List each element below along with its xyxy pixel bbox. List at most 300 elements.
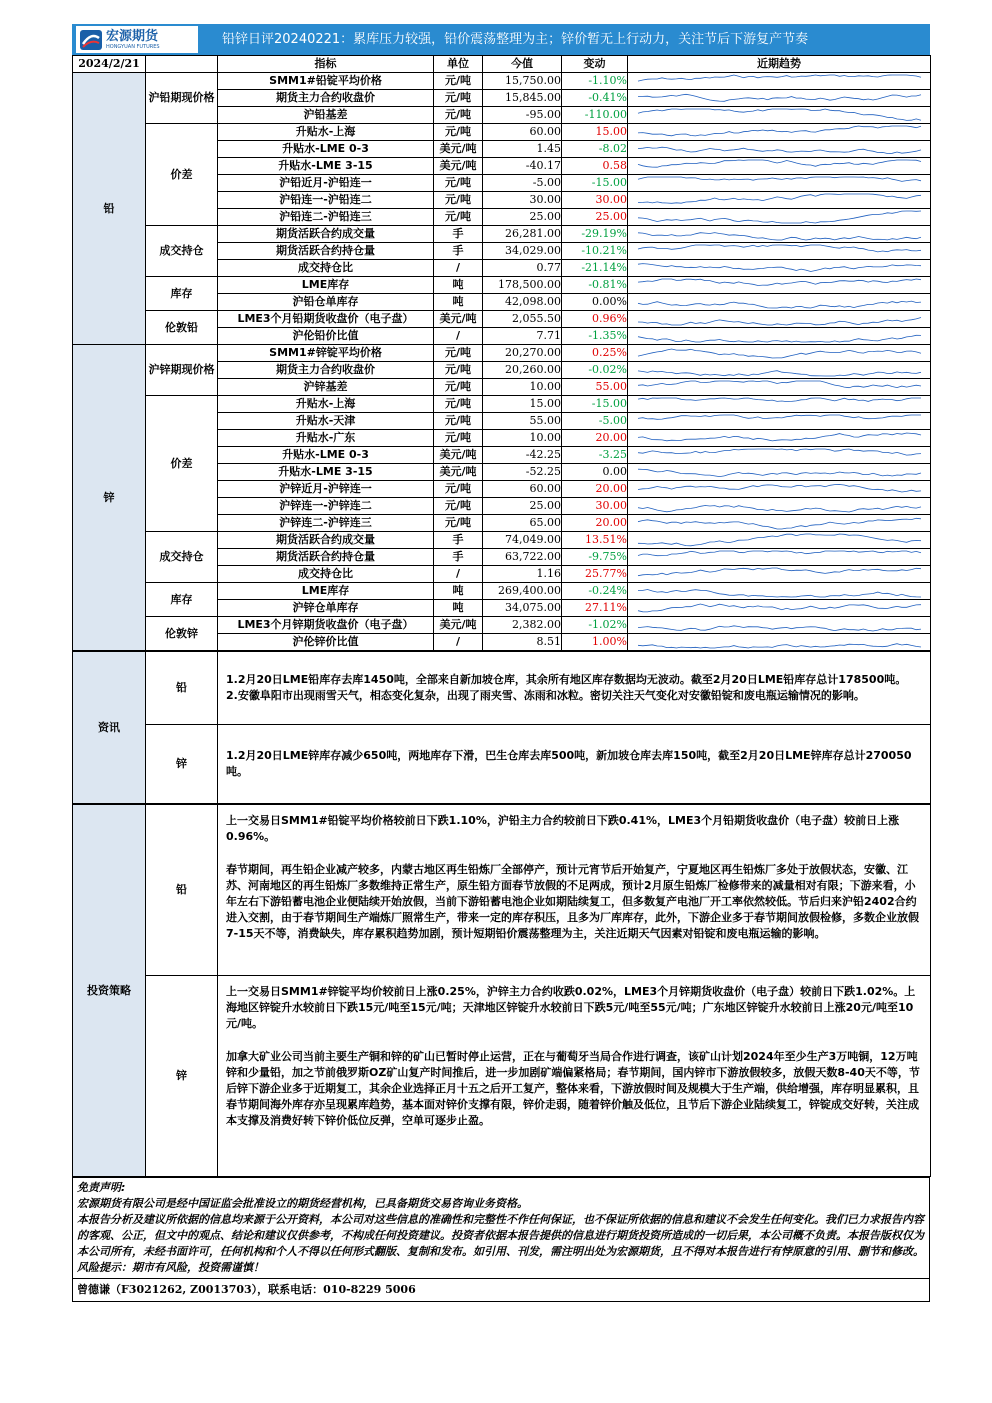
- sparkline-line: [638, 626, 921, 631]
- indicator-cell: 沪伦锌价比值: [218, 634, 434, 651]
- sparkline-line: [638, 147, 921, 153]
- value-cell: -95.00: [483, 107, 562, 124]
- sparkline-chart: [628, 481, 931, 497]
- table-row: [73, 73, 931, 90]
- disclaimer-line: 风险提示：期市有风险，投资需谨慎！: [77, 1261, 264, 1274]
- unit-cell: 美元/吨: [434, 311, 483, 328]
- change-cell: 0.58: [562, 158, 628, 175]
- table-row: [73, 311, 931, 328]
- unit-cell: 元/吨: [434, 175, 483, 192]
- table-row: [73, 396, 931, 413]
- value-cell: -5.00: [483, 175, 562, 192]
- sparkline-line: [638, 469, 921, 476]
- disclaimer-table: [72, 1177, 930, 1302]
- unit-cell: 元/吨: [434, 515, 483, 532]
- category-cell: 铅: [73, 73, 146, 345]
- trend-cell: [628, 396, 931, 413]
- value-cell: 1.45: [483, 141, 562, 158]
- change-cell: 20.00: [562, 430, 628, 447]
- value-cell: 178,500.00: [483, 277, 562, 294]
- sparkline-chart: [628, 345, 931, 361]
- table-row: [73, 617, 931, 634]
- disclaimer-line: 本报告分析及建议所依据的信息均来源于公开资料，本公司对这些信息的准确性和完整性不作任何保证，也不保证所依据的信息和建议不会发生任何变化。我们已力求报告内容的客观、公正，但文中的观点、结论和建议仅供参考，不构成任何投资建议。投资者依据本报告提供的信息进行期货投资所造成的一切后果，本公司概不负责。本报告版权仅为本公司所有，未经书面许可，任何机构和个人不得以任何形式翻版、复制和发布。如引用、刊发，需注明出处为宏源期货，且不得对本报告进行有悖原意的引用、删节和修改。: [77, 1213, 924, 1258]
- trend-cell: [628, 464, 931, 481]
- indicator-cell: LME库存: [218, 583, 434, 600]
- indicator-cell: 升贴水-LME 0-3: [218, 141, 434, 158]
- sparkline-chart: [628, 226, 931, 242]
- unit-cell: 吨: [434, 277, 483, 294]
- value-cell: 2,055.50: [483, 311, 562, 328]
- value-cell: 15,750.00: [483, 73, 562, 90]
- trend-header: 近期趋势: [628, 56, 931, 73]
- sparkline-chart: [628, 260, 931, 276]
- value-cell: 20,260.00: [483, 362, 562, 379]
- sparkline-chart: [628, 90, 931, 106]
- value-cell: 15.00: [483, 396, 562, 413]
- data-table: [72, 55, 931, 651]
- sparkline-chart: [628, 73, 931, 89]
- unit-cell: /: [434, 260, 483, 277]
- trend-cell: [628, 158, 931, 175]
- value-cell: 7.71: [483, 328, 562, 345]
- trend-cell: [628, 634, 931, 651]
- value-cell: 26,281.00: [483, 226, 562, 243]
- unit-cell: 元/吨: [434, 73, 483, 90]
- indicator-cell: LME3个月铅期货收盘价（电子盘）: [218, 311, 434, 328]
- analyst-contact: 曾德谦（F3021262, Z0013703），联系电话：010-8229 5006: [73, 1279, 930, 1302]
- sparkline-chart: [628, 362, 931, 378]
- strategy-zinc-para: 上一交易日SMM1#锌锭平均价较前日上涨0.25%，沪锌主力合约收跌0.02%，LME3个月锌期货收盘价（电子盘）较前日下跌1.02%。上海地区锌锭升水较前日下跌15元/吨至15元/吨；天津地区锌锭升水较前日下跌5元/吨至55元/吨；广东地区锌锭升水较前日上涨20元/吨至10元/吨。: [226, 985, 916, 1030]
- indicator-cell: 沪铅近月-沪铅连一: [218, 175, 434, 192]
- sparkline-line: [638, 449, 921, 455]
- value-cell: 8.51: [483, 634, 562, 651]
- trend-cell: [628, 192, 931, 209]
- group-cell: 价差: [146, 396, 218, 532]
- sparkline-chart: [628, 141, 931, 157]
- value-cell: 0.77: [483, 260, 562, 277]
- unit-cell: 元/吨: [434, 413, 483, 430]
- change-cell: -29.19%: [562, 226, 628, 243]
- disclaimer-title: 免责声明:: [77, 1181, 126, 1194]
- indicator-cell: 期货主力合约收盘价: [218, 362, 434, 379]
- news-zinc-line: 1.2月20日LME锌库存减少650吨，两地库存下滑，巴生仓库去库500吨，新加坡仓库去库150吨，截至2月20日LME锌库存总计270050吨。: [226, 749, 912, 778]
- indicator-cell: LME3个月锌期货收盘价（电子盘）: [218, 617, 434, 634]
- group-cell: 伦敦铅: [146, 311, 218, 345]
- news-lead-text: [218, 652, 931, 725]
- sparkline-chart: [628, 294, 931, 310]
- trend-cell: [628, 498, 931, 515]
- indicator-cell: 期货活跃合约持仓量: [218, 243, 434, 260]
- table-row: [73, 583, 931, 600]
- group-cell: 成交持仓: [146, 226, 218, 277]
- value-cell: 55.00: [483, 413, 562, 430]
- unit-cell: 吨: [434, 294, 483, 311]
- unit-cell: 元/吨: [434, 430, 483, 447]
- sparkline-chart: [628, 209, 931, 225]
- sparkline-line: [638, 233, 921, 240]
- change-cell: 25.00: [562, 209, 628, 226]
- sparkline-chart: [628, 532, 931, 548]
- sparkline-line: [638, 335, 921, 342]
- unit-cell: 元/吨: [434, 90, 483, 107]
- change-cell: -5.00: [562, 413, 628, 430]
- news-zinc-label: 锌: [146, 725, 218, 804]
- indicator-cell: 沪铅连二-沪铅连三: [218, 209, 434, 226]
- sparkline-chart: [628, 124, 931, 140]
- strategy-lead-para: 上一交易日SMM1#铅锭平均价格较前日下跌1.10%，沪铅主力合约较前日下跌0.41%，LME3个月铅期货收盘价（电子盘）较前日上涨0.96%。: [226, 814, 900, 843]
- unit-cell: /: [434, 634, 483, 651]
- sparkline-line: [638, 318, 921, 326]
- value-cell: -42.25: [483, 447, 562, 464]
- unit-cell: 美元/吨: [434, 617, 483, 634]
- sparkline-line: [638, 398, 921, 402]
- strategy-lead-text: [218, 805, 931, 976]
- change-cell: 55.00: [562, 379, 628, 396]
- unit-cell: 元/吨: [434, 379, 483, 396]
- trend-cell: [628, 209, 931, 226]
- unit-cell: 元/吨: [434, 209, 483, 226]
- trend-cell: [628, 481, 931, 498]
- indicator-cell: 沪铅基差: [218, 107, 434, 124]
- indicator-header: 指标: [218, 56, 434, 73]
- unit-cell: 吨: [434, 600, 483, 617]
- change-cell: 0.25%: [562, 345, 628, 362]
- sparkline-chart: [628, 566, 931, 582]
- change-cell: -8.02: [562, 141, 628, 158]
- unit-header: 单位: [434, 56, 483, 73]
- change-cell: -0.24%: [562, 583, 628, 600]
- table-row: [73, 226, 931, 243]
- change-cell: 1.00%: [562, 634, 628, 651]
- sparkline-chart: [628, 192, 931, 208]
- group-cell: 沪锌期现价格: [146, 345, 218, 396]
- sparkline-line: [638, 485, 921, 493]
- sparkline-line: [638, 109, 921, 120]
- strategy-zinc-para: 加拿大矿业公司当前主要生产铜和锌的矿山已暂时停止运营，正在与葡萄牙当局合作进行调查，该矿山计划2024年至少生产3万吨铜，12万吨锌和少量铅，加之节前俄罗斯OZ矿山复产时间推后，进一步加剧矿端偏紧格局；春节期间，国内锌市下游放假较多，放假天数8-40天不等，节后锌下游企业多于近期复工，其余企业选择正月十五之后开工复产，整体来看，下游放假时间及规模大于生产端，供给增强，库存明显累积，且春节期间海外库存亦呈现累库趋势，基本面对锌价支撑有限，锌价走弱，随着锌价触及低位，且节后下游企业陆续复工，锌锭成交好转，关注成本支撑及消费好转下锌价低位反弹，空单可逐步止盈。: [226, 1050, 920, 1127]
- change-cell: -15.00: [562, 396, 628, 413]
- unit-cell: 手: [434, 243, 483, 260]
- unit-cell: 手: [434, 226, 483, 243]
- unit-cell: 美元/吨: [434, 158, 483, 175]
- unit-cell: 美元/吨: [434, 447, 483, 464]
- sparkline-chart: [628, 413, 931, 429]
- trend-cell: [628, 311, 931, 328]
- sparkline-line: [638, 264, 921, 272]
- indicator-cell: 期货主力合约收盘价: [218, 90, 434, 107]
- trend-cell: [628, 617, 931, 634]
- table-row: [73, 345, 931, 362]
- change-cell: 0.00%: [562, 294, 628, 311]
- trend-cell: [628, 413, 931, 430]
- unit-cell: 元/吨: [434, 362, 483, 379]
- company-logo: [76, 26, 198, 53]
- unit-cell: 美元/吨: [434, 464, 483, 481]
- value-cell: 34,075.00: [483, 600, 562, 617]
- sparkline-line: [638, 211, 921, 223]
- unit-cell: 吨: [434, 583, 483, 600]
- logo-emblem-icon: [80, 30, 102, 50]
- unit-cell: 元/吨: [434, 396, 483, 413]
- change-cell: -0.41%: [562, 90, 628, 107]
- unit-cell: 元/吨: [434, 107, 483, 124]
- indicator-cell: 沪锌近月-沪锌连一: [218, 481, 434, 498]
- trend-cell: [628, 141, 931, 158]
- sparkline-chart: [628, 396, 931, 412]
- sparkline-line: [638, 177, 921, 181]
- value-cell: 42,098.00: [483, 294, 562, 311]
- value-cell: -40.17: [483, 158, 562, 175]
- change-cell: 20.00: [562, 515, 628, 532]
- news-lead-label: 铅: [146, 652, 218, 725]
- indicator-cell: 升贴水-LME 3-15: [218, 464, 434, 481]
- sparkline-chart: [628, 175, 931, 191]
- change-cell: -15.00: [562, 175, 628, 192]
- sparkline-line: [638, 279, 921, 286]
- group-cell: 伦敦锌: [146, 617, 218, 651]
- indicator-cell: 期货活跃合约成交量: [218, 226, 434, 243]
- sparkline-chart: [628, 277, 931, 293]
- indicator-cell: 沪锌仓单库存: [218, 600, 434, 617]
- indicator-cell: 升贴水-天津: [218, 413, 434, 430]
- value-cell: -52.25: [483, 464, 562, 481]
- sparkline-chart: [628, 379, 931, 395]
- value-cell: 25.00: [483, 209, 562, 226]
- sparkline-line: [638, 518, 921, 529]
- change-cell: -110.00: [562, 107, 628, 124]
- unit-cell: 元/吨: [434, 124, 483, 141]
- sparkline-chart: [628, 447, 931, 463]
- news-lead-line: 2.安徽阜阳市出现雨雪天气，相态变化复杂，出现了雨夹雪、冻雨和冰粒。密切关注天气变化对安徽铅锭和废电瓶运输情况的影响。: [226, 689, 865, 702]
- unit-cell: /: [434, 566, 483, 583]
- indicator-cell: 沪锌连一-沪锌连二: [218, 498, 434, 515]
- table-row: [73, 532, 931, 549]
- sparkline-line: [638, 371, 921, 376]
- sparkline-line: [638, 433, 921, 441]
- sparkline-line: [638, 245, 921, 252]
- sparkline-chart: [628, 430, 931, 446]
- logo-cn-text: 宏源期货: [106, 28, 159, 44]
- sparkline-chart: [628, 243, 931, 259]
- sparkline-line: [638, 160, 921, 167]
- column-header-row: [73, 56, 931, 73]
- unit-cell: /: [434, 328, 483, 345]
- news-zinc-text: [218, 725, 931, 804]
- value-cell: 60.00: [483, 124, 562, 141]
- strategy-lead-para: 春节期间，再生铅企业减产较多，内蒙古地区再生铅炼厂全部停产，预计元宵节后开始复产，宁夏地区再生铅炼厂多处于放假状态，安徽、江苏、河南地区的再生铅炼厂多数维持正常生产，原生铅方面春节放假的不足两成，预计2月原生铅炼厂检修带来的减量相对有限；下游来看，小年左右下游铅蓄电池企业便陆续开始放假，当前下游铅蓄电池企业如期陆续复工，但多数复产电池厂开工率依然较低。节后归来沪铅2402合约进入交割，由于春节期间生产端炼厂照常生产，带来一定的库存积压，且多为厂库库存，此外，下游企业多于春节期间放假检修，多数企业放假7-15天不等，消费缺失，库存累积趋势加剧，预计短期铅价震荡整理为主，关注近期天气因素对铅锭和废电瓶运输的影响。: [226, 863, 919, 940]
- sparkline-line: [638, 590, 921, 598]
- change-cell: -0.02%: [562, 362, 628, 379]
- table-row: [73, 277, 931, 294]
- trend-cell: [628, 515, 931, 532]
- indicator-cell: 期货活跃合约成交量: [218, 532, 434, 549]
- sparkline-line: [638, 75, 921, 81]
- trend-cell: [628, 226, 931, 243]
- trend-cell: [628, 243, 931, 260]
- trend-cell: [628, 600, 931, 617]
- indicator-cell: 成交持仓比: [218, 260, 434, 277]
- logo-en-text: HONGYUAN FUTURES: [106, 43, 160, 50]
- indicator-cell: 升贴水-广东: [218, 430, 434, 447]
- change-cell: -0.81%: [562, 277, 628, 294]
- unit-cell: 元/吨: [434, 498, 483, 515]
- trend-cell: [628, 90, 931, 107]
- change-cell: 15.00: [562, 124, 628, 141]
- unit-cell: 手: [434, 532, 483, 549]
- indicator-cell: 升贴水-上海: [218, 124, 434, 141]
- trend-cell: [628, 379, 931, 396]
- sparkline-line: [638, 301, 921, 308]
- indicator-cell: 成交持仓比: [218, 566, 434, 583]
- indicator-cell: 沪锌基差: [218, 379, 434, 396]
- group-cell: 沪铅期现价格: [146, 73, 218, 124]
- group-cell: 库存: [146, 277, 218, 311]
- disclaimer-block: [73, 1178, 930, 1279]
- strategy-zinc-label: 锌: [146, 976, 218, 1177]
- sparkline-line: [638, 644, 921, 648]
- sparkline-line: [638, 415, 921, 419]
- change-cell: 25.77%: [562, 566, 628, 583]
- indicator-cell: SMM1#锌锭平均价格: [218, 345, 434, 362]
- change-cell: 27.11%: [562, 600, 628, 617]
- change-cell: -1.10%: [562, 73, 628, 90]
- trend-cell: [628, 328, 931, 345]
- date-header: 2024/2/21: [73, 56, 146, 73]
- trend-cell: [628, 260, 931, 277]
- trend-cell: [628, 362, 931, 379]
- report-title: 铅锌日评20240221：累库压力较强，铅价震荡整理为主；锌价暂无上行动力，关注节后下游复产节奏: [222, 32, 809, 47]
- indicator-cell: LME库存: [218, 277, 434, 294]
- value-cell: 269,400.00: [483, 583, 562, 600]
- sparkline-line: [638, 381, 921, 388]
- sparkline-line: [638, 194, 921, 203]
- indicator-cell: 升贴水-LME 0-3: [218, 447, 434, 464]
- group-cell: 库存: [146, 583, 218, 617]
- value-cell: 74,049.00: [483, 532, 562, 549]
- value-cell: 10.00: [483, 430, 562, 447]
- blank-header: [146, 56, 218, 73]
- trend-cell: [628, 175, 931, 192]
- trend-cell: [628, 447, 931, 464]
- indicator-cell: 沪铅仓单库存: [218, 294, 434, 311]
- strategy-category: 投资策略: [73, 805, 146, 1177]
- indicator-cell: 沪锌连二-沪锌连三: [218, 515, 434, 532]
- change-cell: 30.00: [562, 498, 628, 515]
- indicator-cell: 升贴水-上海: [218, 396, 434, 413]
- unit-cell: 美元/吨: [434, 141, 483, 158]
- trend-cell: [628, 566, 931, 583]
- group-cell: 成交持仓: [146, 532, 218, 583]
- category-cell: 锌: [73, 345, 146, 651]
- trend-cell: [628, 549, 931, 566]
- change-cell: 20.00: [562, 481, 628, 498]
- table-row: [73, 124, 931, 141]
- trend-cell: [628, 124, 931, 141]
- indicator-cell: 沪铅连一-沪铅连二: [218, 192, 434, 209]
- value-cell: 1.16: [483, 566, 562, 583]
- trend-cell: [628, 107, 931, 124]
- change-cell: 30.00: [562, 192, 628, 209]
- unit-cell: 元/吨: [434, 345, 483, 362]
- indicator-cell: 沪伦铅价比值: [218, 328, 434, 345]
- sparkline-line: [638, 126, 921, 136]
- unit-cell: 元/吨: [434, 192, 483, 209]
- report-header: [72, 24, 930, 55]
- unit-cell: 元/吨: [434, 481, 483, 498]
- sparkline-line: [638, 551, 921, 556]
- indicator-cell: 升贴水-LME 3-15: [218, 158, 434, 175]
- change-cell: 0.96%: [562, 311, 628, 328]
- sparkline-line: [638, 604, 921, 612]
- sparkline-chart: [628, 549, 931, 565]
- value-cell: 63,722.00: [483, 549, 562, 566]
- value-cell: 34,029.00: [483, 243, 562, 260]
- value-cell: 2,382.00: [483, 617, 562, 634]
- value-cell: 10.00: [483, 379, 562, 396]
- change-header: 变动: [562, 56, 628, 73]
- value-cell: 25.00: [483, 498, 562, 515]
- strategy-table: [72, 804, 931, 1177]
- sparkline-chart: [628, 311, 931, 327]
- strategy-zinc-text: [218, 976, 931, 1177]
- sparkline-chart: [628, 515, 931, 531]
- sparkline-line: [638, 534, 921, 546]
- change-cell: -21.14%: [562, 260, 628, 277]
- change-cell: -3.25: [562, 447, 628, 464]
- group-cell: 价差: [146, 124, 218, 226]
- trend-cell: [628, 532, 931, 549]
- sparkline-chart: [628, 107, 931, 123]
- news-lead-line: 1.2月20日LME铅库存去库1450吨，全部来自新加坡仓库，其余所有地区库存数据均无波动。截至2月20日LME铅库存总计178500吨。: [226, 673, 907, 686]
- value-cell: 30.00: [483, 192, 562, 209]
- value-header: 今值: [483, 56, 562, 73]
- sparkline-chart: [628, 634, 931, 650]
- sparkline-line: [638, 506, 921, 513]
- value-cell: 15,845.00: [483, 90, 562, 107]
- change-cell: -1.35%: [562, 328, 628, 345]
- change-cell: -9.75%: [562, 549, 628, 566]
- news-table: [72, 651, 931, 804]
- news-category: 资讯: [73, 652, 146, 804]
- indicator-cell: SMM1#铅锭平均价格: [218, 73, 434, 90]
- value-cell: 60.00: [483, 481, 562, 498]
- strategy-lead-label: 铅: [146, 805, 218, 976]
- trend-cell: [628, 583, 931, 600]
- trend-cell: [628, 430, 931, 447]
- sparkline-chart: [628, 583, 931, 599]
- sparkline-chart: [628, 617, 931, 633]
- sparkline-chart: [628, 600, 931, 616]
- change-cell: 13.51%: [562, 532, 628, 549]
- sparkline-line: [638, 568, 921, 576]
- sparkline-chart: [628, 464, 931, 480]
- trend-cell: [628, 294, 931, 311]
- trend-cell: [628, 73, 931, 90]
- change-cell: -10.21%: [562, 243, 628, 260]
- sparkline-chart: [628, 328, 931, 344]
- unit-cell: 手: [434, 549, 483, 566]
- value-cell: 20,270.00: [483, 345, 562, 362]
- trend-cell: [628, 277, 931, 294]
- sparkline-line: [638, 349, 921, 358]
- change-cell: -1.02%: [562, 617, 628, 634]
- disclaimer-line: 宏源期货有限公司是经中国证监会批准设立的期货经营机构，已具备期货交易咨询业务资格。: [77, 1197, 528, 1210]
- sparkline-chart: [628, 498, 931, 514]
- indicator-cell: 期货活跃合约持仓量: [218, 549, 434, 566]
- change-cell: 0.00: [562, 464, 628, 481]
- sparkline-chart: [628, 158, 931, 174]
- sparkline-line: [638, 94, 921, 101]
- value-cell: 65.00: [483, 515, 562, 532]
